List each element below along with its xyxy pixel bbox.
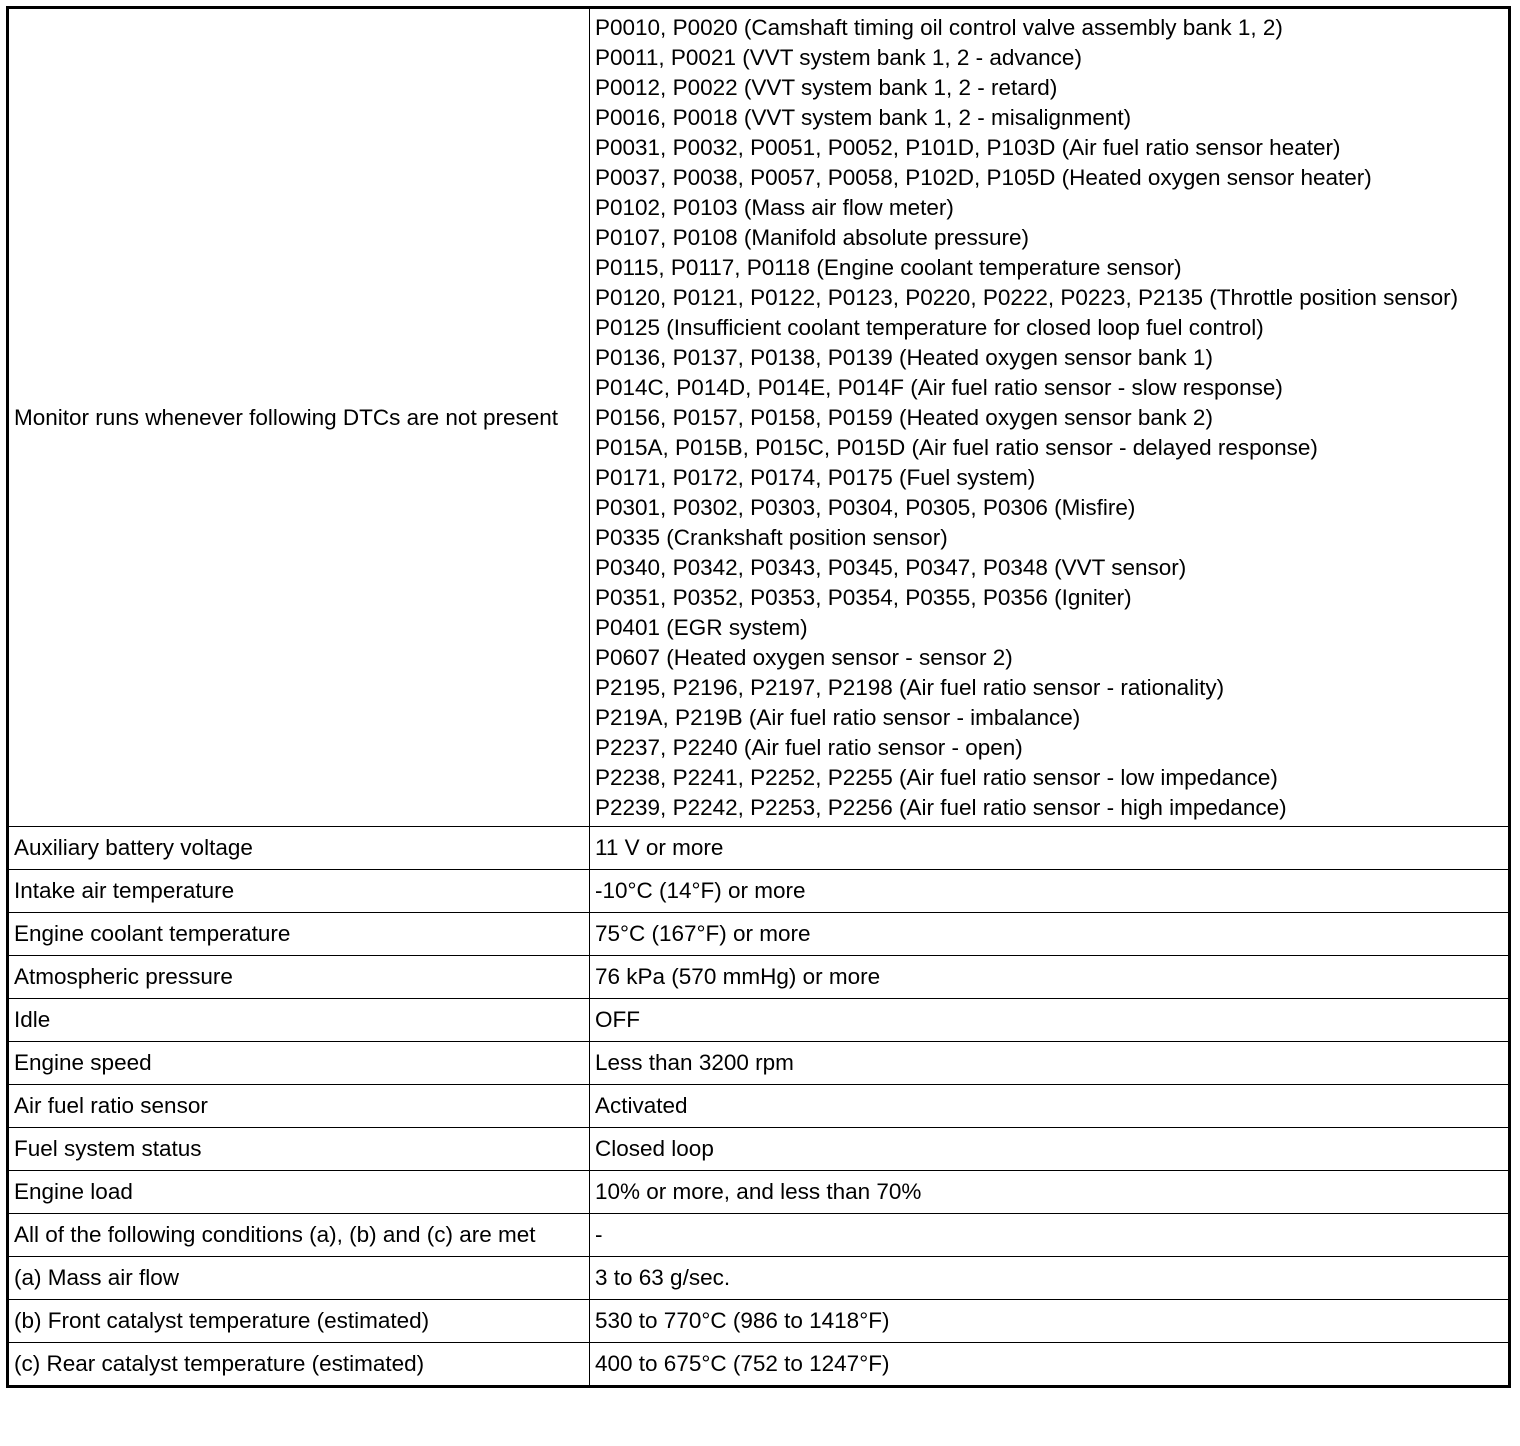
condition-label: (c) Rear catalyst temperature (estimated) (8, 1343, 590, 1387)
condition-label: All of the following conditions (a), (b) and (c) are met (8, 1214, 590, 1257)
condition-row (8, 1214, 1510, 1257)
dtc-line: P0136, P0137, P0138, P0139 (Heated oxygen sensor bank 1) (595, 345, 1213, 370)
condition-value: 11 V or more (590, 827, 1510, 870)
condition-row (8, 1042, 1510, 1085)
condition-label: Fuel system status (8, 1128, 590, 1171)
dtc-line: P0012, P0022 (VVT system bank 1, 2 - retard) (595, 75, 1058, 100)
condition-value: -10°C (14°F) or more (590, 870, 1510, 913)
dtc-line: P0031, P0032, P0051, P0052, P101D, P103D (Air fuel ratio sensor heater) (595, 135, 1341, 160)
dtc-line: P0037, P0038, P0057, P0058, P102D, P105D (Heated oxygen sensor heater) (595, 165, 1372, 190)
dtc-line: P0011, P0021 (VVT system bank 1, 2 - advance) (595, 45, 1082, 70)
dtc-line: P2195, P2196, P2197, P2198 (Air fuel ratio sensor - rationality) (595, 675, 1225, 700)
condition-value: 530 to 770°C (986 to 1418°F) (590, 1300, 1510, 1343)
condition-value: 10% or more, and less than 70% (590, 1171, 1510, 1214)
condition-value: Less than 3200 rpm (590, 1042, 1510, 1085)
dtc-line: P0335 (Crankshaft position sensor) (595, 525, 948, 550)
condition-label: Intake air temperature (8, 870, 590, 913)
dtc-line: P0107, P0108 (Manifold absolute pressure) (595, 225, 1030, 250)
condition-label: Engine speed (8, 1042, 590, 1085)
dtc-line: P219A, P219B (Air fuel ratio sensor - imbalance) (595, 705, 1081, 730)
condition-row (8, 1300, 1510, 1343)
condition-row (8, 1343, 1510, 1387)
condition-value: 400 to 675°C (752 to 1247°F) (590, 1343, 1510, 1387)
dtc-line: P0156, P0157, P0158, P0159 (Heated oxygen sensor bank 2) (595, 405, 1213, 430)
condition-row (8, 1085, 1510, 1128)
dtc-condition-row (8, 8, 1510, 827)
dtc-line: P0115, P0117, P0118 (Engine coolant temperature sensor) (595, 255, 1182, 280)
condition-label: Auxiliary battery voltage (8, 827, 590, 870)
condition-label: (b) Front catalyst temperature (estimated) (8, 1300, 590, 1343)
dtc-condition-label: Monitor runs whenever following DTCs are not present (8, 8, 590, 827)
condition-label: Atmospheric pressure (8, 956, 590, 999)
condition-row (8, 827, 1510, 870)
condition-row (8, 870, 1510, 913)
dtc-line: P0301, P0302, P0303, P0304, P0305, P0306 (Misfire) (595, 495, 1136, 520)
dtc-line: P0125 (Insufficient coolant temperature for closed loop fuel control) (595, 315, 1264, 340)
condition-label: Air fuel ratio sensor (8, 1085, 590, 1128)
dtc-list (590, 8, 1510, 827)
dtc-line: P2238, P2241, P2252, P2255 (Air fuel ratio sensor - low impedance) (595, 765, 1278, 790)
condition-label: (a) Mass air flow (8, 1257, 590, 1300)
condition-value: - (590, 1214, 1510, 1257)
condition-value: OFF (590, 999, 1510, 1042)
dtc-line: P0340, P0342, P0343, P0345, P0347, P0348 (VVT sensor) (595, 555, 1187, 580)
dtc-line: P015A, P015B, P015C, P015D (Air fuel ratio sensor - delayed response) (595, 435, 1318, 460)
dtc-line: P0102, P0103 (Mass air flow meter) (595, 195, 954, 220)
dtc-line: P0607 (Heated oxygen sensor - sensor 2) (595, 645, 1013, 670)
condition-label: Engine load (8, 1171, 590, 1214)
dtc-line: P0010, P0020 (Camshaft timing oil control valve assembly bank 1, 2) (595, 15, 1283, 40)
condition-row (8, 999, 1510, 1042)
dtc-line: P0351, P0352, P0353, P0354, P0355, P0356 (Igniter) (595, 585, 1132, 610)
condition-row (8, 1128, 1510, 1171)
condition-row (8, 1171, 1510, 1214)
dtc-line: P0120, P0121, P0122, P0123, P0220, P0222, P0223, P2135 (Throttle position sensor) (595, 285, 1459, 310)
condition-value: 75°C (167°F) or more (590, 913, 1510, 956)
dtc-line: P0171, P0172, P0174, P0175 (Fuel system) (595, 465, 1036, 490)
dtc-line: P0401 (EGR system) (595, 615, 808, 640)
condition-value: 76 kPa (570 mmHg) or more (590, 956, 1510, 999)
condition-row (8, 956, 1510, 999)
condition-value: 3 to 63 g/sec. (590, 1257, 1510, 1300)
condition-label: Idle (8, 999, 590, 1042)
condition-value: Activated (590, 1085, 1510, 1128)
condition-row (8, 913, 1510, 956)
dtc-line: P2237, P2240 (Air fuel ratio sensor - open) (595, 735, 1023, 760)
condition-label: Engine coolant temperature (8, 913, 590, 956)
dtc-line: P014C, P014D, P014E, P014F (Air fuel ratio sensor - slow response) (595, 375, 1283, 400)
dtc-line: P2239, P2242, P2253, P2256 (Air fuel ratio sensor - high impedance) (595, 795, 1287, 820)
dtc-line: P0016, P0018 (VVT system bank 1, 2 - misalignment) (595, 105, 1132, 130)
monitor-conditions-table (6, 6, 1511, 1388)
condition-value: Closed loop (590, 1128, 1510, 1171)
condition-row (8, 1257, 1510, 1300)
